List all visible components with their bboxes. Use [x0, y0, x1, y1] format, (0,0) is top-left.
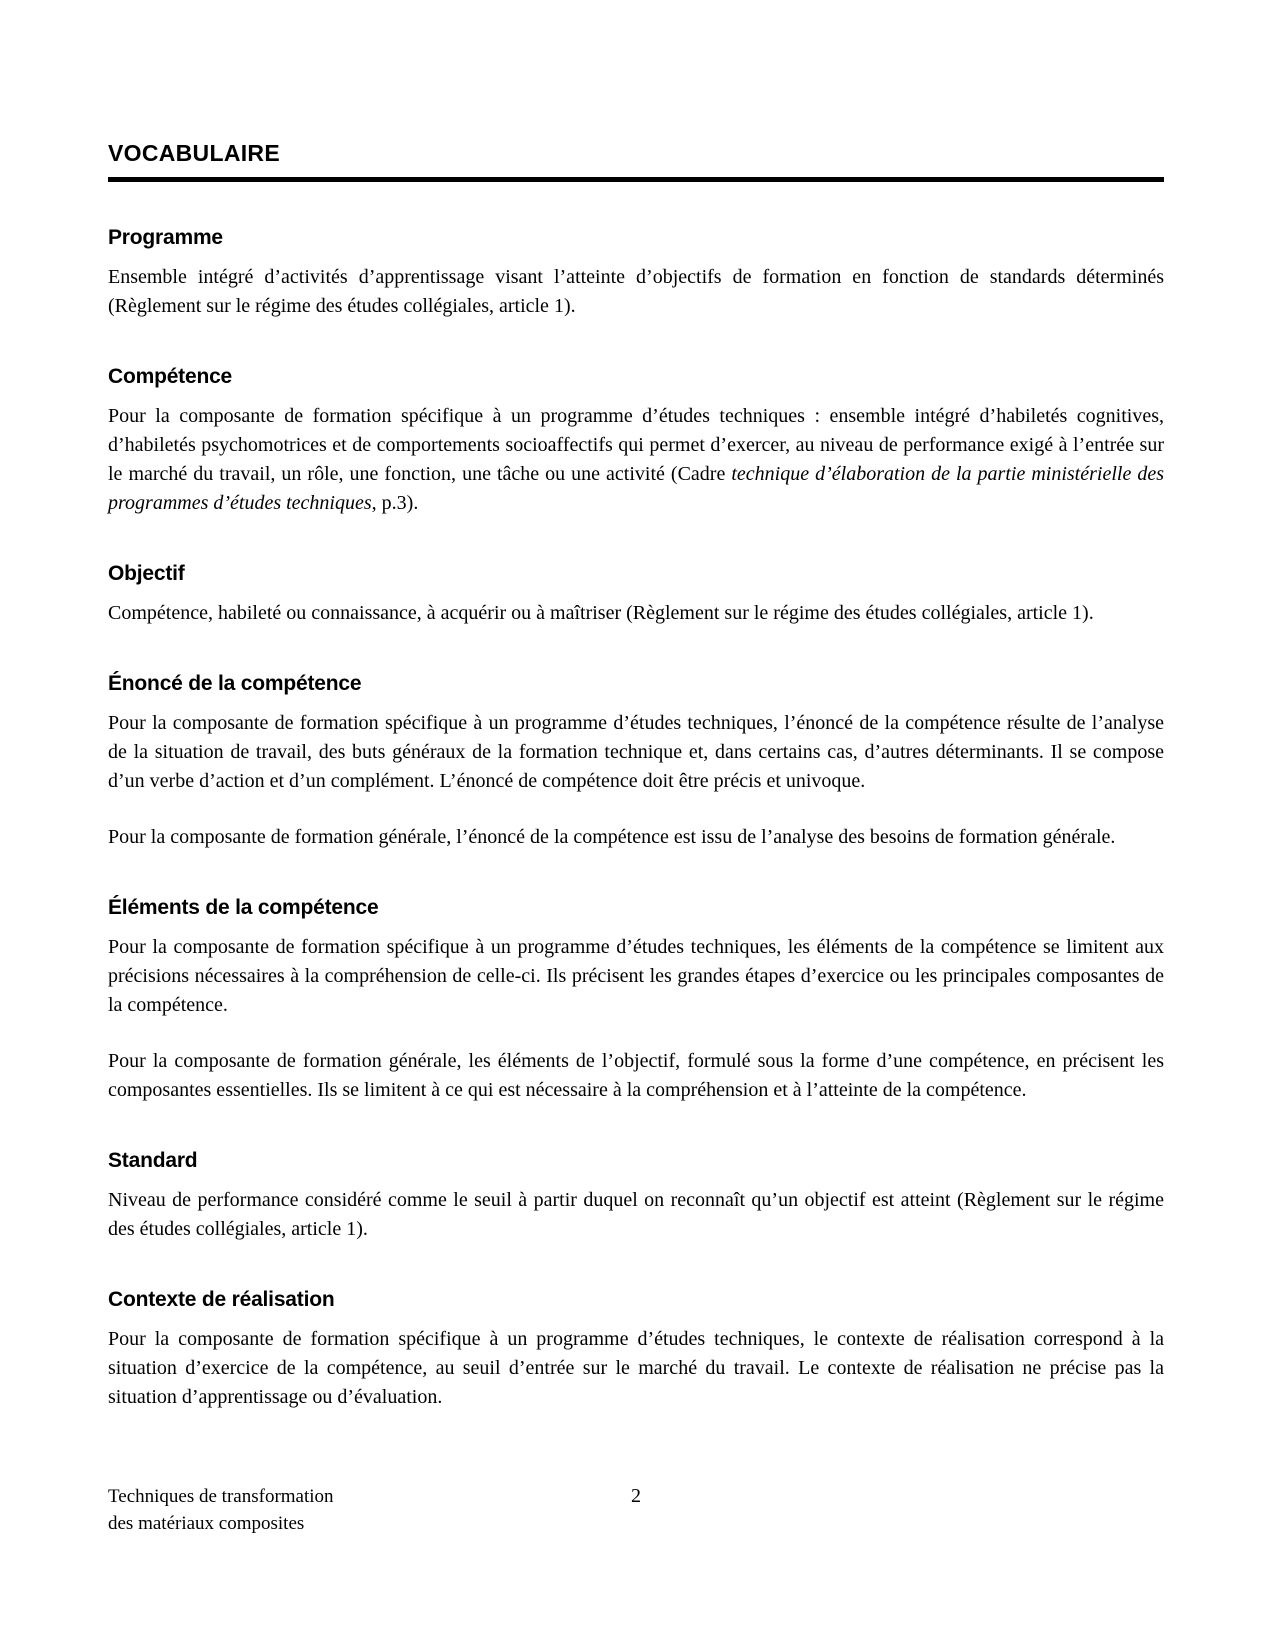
text-run: , p.3). — [371, 492, 419, 514]
text-run: Pour la composante de formation spécifique à un programme d’études techniques : ensemble intégré d’habiletés cognitives, d’habiletés psychomotrices et de comportements socioaffectifs qui permet d’exercer, au niveau de performance exigé à l’entrée sur le marché du travail, un rôle, une fonction, une tâche ou une activité (Cadre — [108, 405, 1164, 485]
vocabulary-section — [108, 672, 1164, 852]
text-run: Compétence, habileté ou connaissance, à acquérir ou à maîtriser (Règlement sur le régime des études collégiales, article 1). — [108, 602, 1094, 624]
definition-paragraph — [108, 402, 1164, 518]
section-heading: Objectif — [108, 562, 185, 585]
page-content — [108, 140, 1164, 1412]
text-run: Pour la composante de formation spécifique à un programme d’études techniques, l’énoncé de la compétence résulte de l’analyse de la situation de travail, des buts généraux de la formation technique et, dans certains cas, d’autres déterminants. Il se compose d’un verbe d’action et d’un complément. L’énoncé de compétence doit être précis et univoque. — [108, 712, 1164, 792]
definition-paragraph — [108, 1047, 1164, 1105]
page-number: 2 — [631, 1485, 641, 1507]
definition-paragraph — [108, 599, 1164, 628]
text-run: Niveau de performance considéré comme le seuil à partir duquel on reconnaît qu’un objectif est atteint (Règlement sur le régime des études collégiales, article 1). — [108, 1189, 1164, 1240]
footer-line-2: des matériaux composites — [108, 1513, 305, 1534]
text-run: Pour la composante de formation générale, l’énoncé de la compétence est issu de l’analyse des besoins de formation générale. — [108, 826, 1116, 848]
definition-paragraph — [108, 1325, 1164, 1412]
italic-citation-run: technique d’élaboration de la partie ministérielle des programmes d’études techniques — [108, 463, 1164, 514]
text-run: Ensemble intégré d’activités d’apprentissage visant l’atteinte d’objectifs de formation en fonction de standards déterminés (Règlement sur le régime des études collégiales, article 1). — [108, 266, 1164, 317]
definition-paragraph — [108, 263, 1164, 321]
text-run: Pour la composante de formation spécifique à un programme d’études techniques, le contexte de réalisation correspond à la situation d’exercice de la compétence, au seuil d’entrée sur le marché du travail. Le contexte de réalisation ne précise pas la situation d’apprentissage ou d’évaluation. — [108, 1328, 1164, 1408]
section-heading: Standard — [108, 1149, 198, 1172]
section-heading: Énoncé de la compétence — [108, 672, 362, 695]
section-heading: Éléments de la compétence — [108, 896, 379, 919]
section-heading: Programme — [108, 226, 223, 249]
text-run: Pour la composante de formation spécifique à un programme d’études techniques, les éléments de la compétence se limitent aux précisions nécessaires à la compréhension de celle-ci. Ils précisent les grandes étapes d’exercice ou les principales composantes de la compétence. — [108, 936, 1164, 1016]
vocabulary-section — [108, 1288, 1164, 1412]
definition-paragraph — [108, 823, 1164, 852]
footer-line-1: Techniques de transformation — [108, 1486, 334, 1507]
vocabulary-section — [108, 1149, 1164, 1244]
page-footer — [108, 1483, 1164, 1537]
document-header — [108, 140, 1164, 182]
title-rule — [108, 177, 1164, 182]
page-title: VOCABULAIRE — [108, 140, 280, 166]
section-heading: Contexte de réalisation — [108, 1288, 335, 1311]
vocabulary-section — [108, 365, 1164, 518]
text-run: Pour la composante de formation générale, les éléments de l’objectif, formulé sous la forme d’une compétence, en précisent les composantes essentielles. Ils se limitent à ce qui est nécessaire à la compréhension et à l’atteinte de la compétence. — [108, 1050, 1164, 1101]
definition-paragraph — [108, 709, 1164, 796]
vocabulary-section — [108, 226, 1164, 321]
sections-container — [108, 226, 1164, 1412]
vocabulary-section — [108, 896, 1164, 1105]
vocabulary-section — [108, 562, 1164, 628]
definition-paragraph — [108, 933, 1164, 1020]
definition-paragraph — [108, 1186, 1164, 1244]
section-heading: Compétence — [108, 365, 233, 388]
